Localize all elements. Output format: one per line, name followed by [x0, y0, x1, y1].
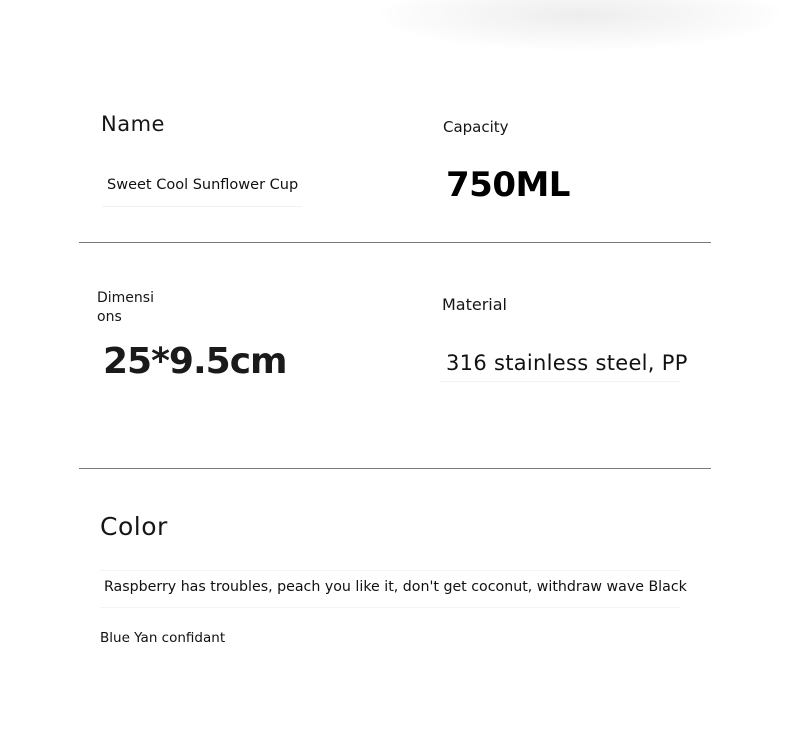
section-divider	[79, 242, 711, 243]
color-label: Color	[100, 512, 168, 541]
material-value: 316 stainless steel, PP	[446, 351, 688, 375]
color-value-line: Raspberry has troubles, peach you like it, don't get coconut, withdraw wave Black	[104, 579, 687, 595]
capacity-value: 750ML	[446, 165, 570, 205]
material-label: Material	[442, 295, 507, 314]
name-value: Sweet Cool Sunflower Cup	[107, 177, 299, 193]
capacity-label: Capacity	[443, 118, 509, 136]
dimensions-label: Dimensions	[97, 290, 154, 325]
top-shadow-decoration	[380, 0, 780, 50]
dimensions-value: 25*9.5cm	[103, 341, 287, 382]
color-value-line: Blue Yan confidant	[100, 630, 226, 646]
section-divider	[79, 468, 711, 469]
name-label: Name	[101, 112, 165, 136]
